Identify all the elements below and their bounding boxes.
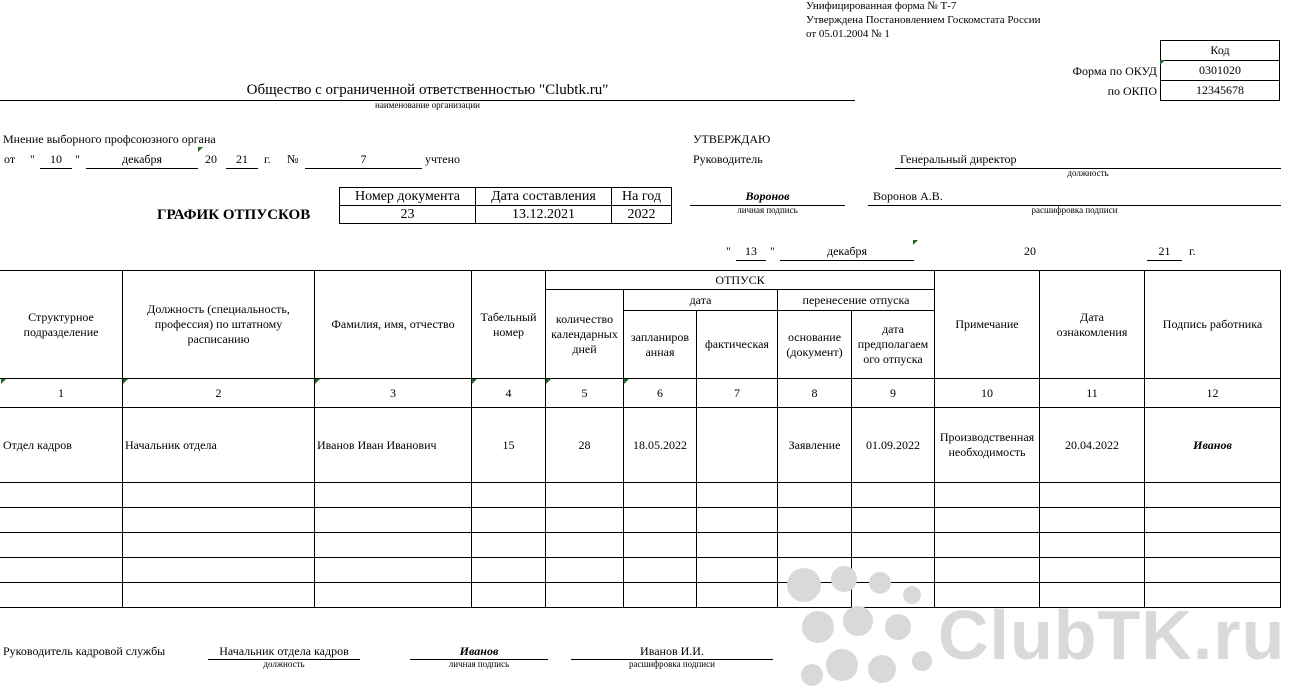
row-note: Производственная необходимость bbox=[939, 430, 1035, 459]
union-quote-close: " bbox=[75, 152, 80, 166]
footer-position-caption: должность bbox=[263, 659, 305, 669]
union-year: 21 bbox=[236, 152, 248, 166]
union-quote-open: " bbox=[30, 152, 35, 166]
cell-marker-icon bbox=[472, 379, 477, 384]
doc-year-value: 2022 bbox=[612, 206, 672, 224]
approve-day: 13 bbox=[745, 244, 757, 258]
row-expected: 01.09.2022 bbox=[866, 437, 920, 452]
header-fio: Фамилия, имя, отчество bbox=[331, 317, 455, 331]
row-employee-sign: Иванов bbox=[1193, 437, 1232, 452]
okud-label: Форма по ОКУД bbox=[1072, 64, 1157, 78]
row-actual bbox=[697, 408, 777, 482]
document-meta-table bbox=[339, 187, 672, 224]
approve-marker-icon bbox=[913, 240, 918, 245]
header-tab-number: Табельный номер bbox=[480, 309, 537, 339]
col-number: 6 bbox=[657, 385, 663, 400]
approve-quote-open: " bbox=[726, 244, 731, 258]
header-basis: основание (документ) bbox=[786, 329, 843, 359]
union-year-line bbox=[226, 168, 258, 169]
code-box bbox=[1160, 40, 1280, 101]
cell-marker-icon bbox=[123, 379, 128, 384]
header-days: количество календарных дней bbox=[551, 311, 618, 356]
approve-quote-close: " bbox=[770, 244, 775, 258]
form-number: Унифицированная форма № Т-7 bbox=[806, 0, 957, 12]
row-ack-date: 20.04.2022 bbox=[1065, 437, 1119, 452]
footer-name-caption: расшифровка подписи bbox=[629, 659, 715, 669]
doc-year-header: На год bbox=[612, 188, 672, 206]
clubtk-logo-icon bbox=[782, 565, 942, 698]
union-month-line bbox=[86, 168, 198, 169]
form-approval-date: от 05.01.2004 № 1 bbox=[806, 28, 890, 40]
row-basis: Заявление bbox=[788, 437, 841, 452]
header-note: Примечание bbox=[955, 317, 1019, 331]
organization-caption: наименование организации bbox=[375, 100, 480, 110]
union-from: от bbox=[4, 152, 16, 166]
form-approval: Утверждена Постановлением Госкомстата России bbox=[806, 14, 1041, 26]
col-number: 4 bbox=[505, 385, 512, 400]
col-number: 10 bbox=[981, 385, 993, 400]
approve-head-label: Руководитель bbox=[693, 152, 763, 166]
col-number: 2 bbox=[215, 385, 222, 400]
col-number: 12 bbox=[1206, 385, 1219, 400]
footer-position: Начальник отдела кадров bbox=[219, 644, 349, 658]
header-position: Должность (специальность, профессия) по штатному расписанию bbox=[147, 302, 290, 346]
row-unit: Отдел кадров bbox=[3, 437, 72, 452]
header-expected: дата предполагаем ого отпуска bbox=[857, 322, 929, 366]
approve-month-line bbox=[780, 260, 914, 261]
header-actual: фактическая bbox=[705, 337, 769, 351]
row-fio: Иванов Иван Иванович bbox=[317, 437, 437, 452]
col-number: 1 bbox=[58, 385, 64, 400]
cell-marker-icon bbox=[624, 379, 629, 384]
okud-marker-icon bbox=[1160, 60, 1165, 65]
footer-signature-caption: личная подпись bbox=[448, 659, 510, 669]
doc-date-header: Дата составления bbox=[476, 188, 612, 206]
footer-label: Руководитель кадровой службы bbox=[3, 644, 166, 658]
col-number: 8 bbox=[811, 385, 818, 400]
union-label: Мнение выборного профсоюзного органа bbox=[3, 132, 216, 146]
doc-number-header: Номер документа bbox=[340, 188, 476, 206]
header-unit: Структурное подразделение bbox=[23, 309, 99, 339]
header-ack-date: Дата ознакомления bbox=[1056, 309, 1128, 339]
cell-marker-icon bbox=[315, 379, 320, 384]
header-planned: запланиров анная bbox=[630, 329, 690, 359]
okud-value: 0301020 bbox=[1160, 61, 1280, 81]
okpo-label: по ОКПО bbox=[1107, 84, 1157, 98]
header-transfer: перенесение отпуска bbox=[802, 292, 910, 307]
footer-name: Иванов И.И. bbox=[640, 644, 704, 658]
approve-position-caption: должность bbox=[1067, 168, 1109, 178]
union-month: декабря bbox=[121, 152, 163, 166]
approve-century: 20 bbox=[1024, 244, 1036, 258]
approve-year-line bbox=[1147, 260, 1182, 261]
approve-signature: Воронов bbox=[745, 189, 790, 203]
col-number: 7 bbox=[734, 385, 740, 400]
vacation-schedule-table bbox=[0, 270, 1281, 608]
doc-number-value: 23 bbox=[340, 206, 476, 224]
header-employee-sign: Подпись работника bbox=[1162, 317, 1263, 331]
col-number: 11 bbox=[1086, 385, 1098, 400]
approve-day-line bbox=[736, 260, 766, 261]
union-noted: учтено bbox=[425, 152, 461, 166]
code-header: Код bbox=[1160, 40, 1280, 61]
union-g: г. bbox=[264, 152, 271, 166]
union-day: 10 bbox=[50, 152, 62, 166]
header-date: дата bbox=[689, 292, 712, 307]
cell-marker-icon bbox=[1, 379, 6, 384]
approve-title: УТВЕРЖДАЮ bbox=[693, 132, 771, 146]
row-planned: 18.05.2022 bbox=[633, 437, 687, 452]
approve-name-caption: расшифровка подписи bbox=[1031, 205, 1118, 215]
approve-g: г. bbox=[1189, 244, 1196, 258]
row-tab-number: 15 bbox=[502, 437, 515, 452]
row-position: Начальник отдела bbox=[125, 437, 217, 452]
document-title: ГРАФИК ОТПУСКОВ bbox=[157, 207, 311, 223]
approve-position: Генеральный директор bbox=[900, 152, 1017, 166]
header-vacation: ОТПУСК bbox=[715, 273, 765, 287]
union-day-line bbox=[40, 168, 72, 169]
union-number: 7 bbox=[360, 152, 367, 166]
col-number: 3 bbox=[390, 385, 396, 400]
organization-name: Общество с ограниченной ответственностью "Clubtk.ru" bbox=[246, 82, 609, 98]
approve-signature-caption: личная подпись bbox=[737, 205, 798, 215]
union-century: 20 bbox=[205, 152, 217, 166]
col-number: 5 bbox=[581, 385, 588, 400]
row-days: 28 bbox=[578, 437, 591, 452]
union-num-sign: № bbox=[287, 152, 299, 166]
cell-marker-icon bbox=[546, 379, 551, 384]
union-marker-icon bbox=[198, 147, 203, 152]
union-number-line bbox=[305, 168, 422, 169]
approve-name: Воронов А.В. bbox=[873, 189, 943, 203]
approve-month: декабря bbox=[826, 244, 868, 258]
col-number: 9 bbox=[890, 385, 896, 400]
watermark-text: ClubTK.ru bbox=[938, 596, 1286, 674]
okpo-value: 12345678 bbox=[1160, 81, 1280, 101]
approve-year: 21 bbox=[1158, 244, 1171, 258]
doc-date-value: 13.12.2021 bbox=[476, 206, 612, 224]
footer-signature: Иванов bbox=[459, 644, 499, 658]
